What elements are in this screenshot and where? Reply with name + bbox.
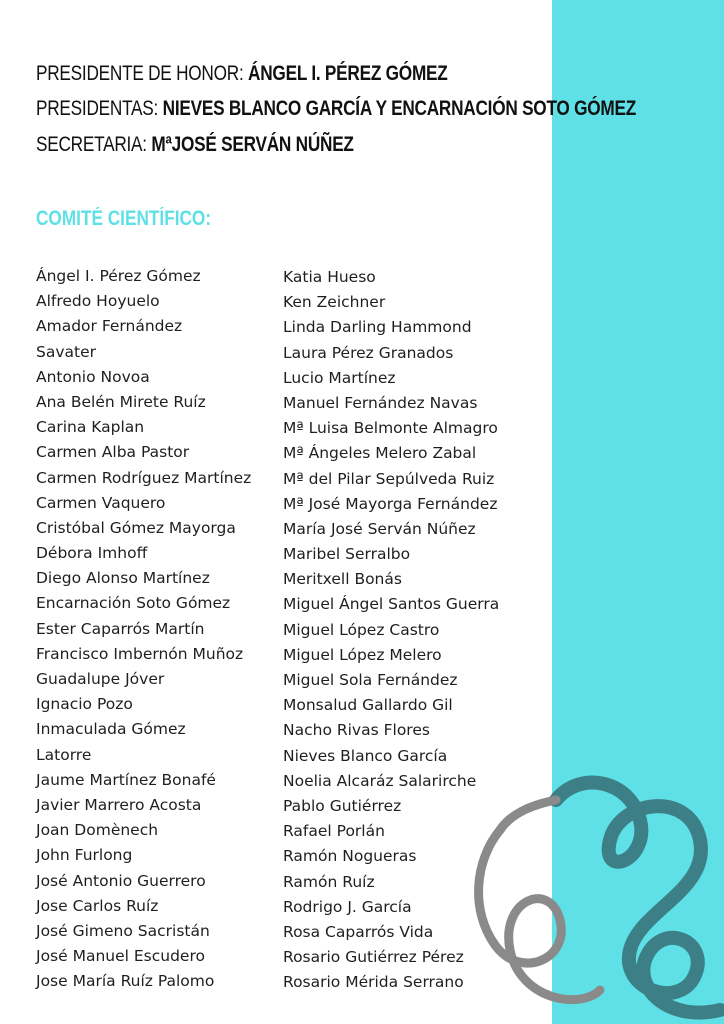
- honorary-president-name: ÁNGEL I. PÉREZ GÓMEZ: [248, 62, 448, 85]
- committee-member: Manuel Fernández Navas: [283, 393, 478, 412]
- committee-member: Ramón Nogueras: [283, 847, 417, 866]
- committee-member: Latorre: [36, 745, 92, 764]
- committee-member: Carina Kaplan: [36, 418, 145, 437]
- committee-member: Carmen Alba Pastor: [36, 443, 190, 462]
- committee-member: Encarnación Soto Gómez: [36, 594, 231, 613]
- committee-member: Inmaculada Gómez: [36, 720, 186, 739]
- committee-member: Nacho Rivas Flores: [283, 721, 430, 740]
- committee-member: José Manuel Escudero: [36, 947, 205, 966]
- committee-member: Rosario Gutiérrez Pérez: [283, 948, 464, 967]
- committee-member: Diego Alonso Martínez: [36, 569, 210, 588]
- secretary-line: [36, 133, 354, 157]
- committee-member: Cristóbal Gómez Mayorga: [36, 518, 236, 537]
- committee-member: Pablo Gutiérrez: [283, 796, 402, 815]
- committee-member: Miguel Ángel Santos Guerra: [283, 595, 500, 614]
- committee-member: Carmen Vaquero: [36, 493, 166, 512]
- committee-member: Amador Fernández: [36, 317, 183, 336]
- committee-member: Rosario Mérida Serrano: [283, 973, 464, 992]
- presidents-names: NIEVES BLANCO GARCÍA Y ENCARNACIÓN SOTO GÓMEZ: [162, 97, 637, 120]
- committee-member: Mª del Pilar Sepúlveda Ruiz: [283, 469, 495, 488]
- committee-member: Mª Ángeles Melero Zabal: [283, 444, 477, 463]
- committee-member: Ramón Ruíz: [283, 872, 375, 891]
- committee-member: Joan Domènech: [36, 821, 159, 840]
- committee-member: Débora Imhoff: [36, 544, 148, 563]
- committee-member: Jose María Ruíz Palomo: [36, 972, 215, 991]
- committee-member: Jaume Martínez Bonafé: [36, 770, 216, 789]
- committee-member: Jose Carlos Ruíz: [36, 896, 159, 915]
- honorary-president-line: [36, 62, 448, 86]
- secretary-name: MªJOSÉ SERVÁN NÚÑEZ: [151, 133, 354, 156]
- committee-member: Miguel López Castro: [283, 620, 440, 639]
- committee-member: Mª José Mayorga Fernández: [283, 494, 498, 513]
- committee-member: Meritxell Bonás: [283, 570, 402, 589]
- committee-member: John Furlong: [36, 846, 133, 865]
- committee-member: Alfredo Hoyuelo: [36, 292, 160, 311]
- committee-member: María José Serván Núñez: [283, 519, 476, 538]
- committee-member: Rafael Porlán: [283, 822, 385, 841]
- committee-member: Katia Hueso: [283, 268, 376, 286]
- committee-member: Ángel I. Pérez Gómez: [36, 267, 201, 285]
- committee-list-left: [36, 264, 251, 994]
- committee-member: José Gimeno Sacristán: [36, 921, 210, 940]
- committee-member: Javier Marrero Acosta: [36, 795, 202, 814]
- presidents-line: [36, 97, 636, 121]
- committee-member: Lucio Martínez: [283, 368, 396, 387]
- scientific-committee-title: COMITÉ CIENTÍFICO:: [36, 207, 212, 230]
- committee-member: José Antonio Guerrero: [36, 871, 206, 890]
- committee-member: Carmen Rodríguez Martínez: [36, 468, 252, 487]
- secretary-label: SECRETARIA:: [36, 133, 147, 156]
- decorative-squiggle: [470, 760, 724, 1024]
- committee-member: Antonio Novoa: [36, 367, 150, 386]
- committee-member: Maribel Serralbo: [283, 545, 411, 564]
- committee-member: Noelia Alcaráz Salarirche: [283, 771, 477, 790]
- committee-member: Laura Pérez Granados: [283, 343, 454, 362]
- committee-member: Rodrigo J. García: [283, 897, 412, 916]
- committee-member: Monsalud Gallardo Gil: [283, 696, 453, 715]
- committee-member: Guadalupe Jóver: [36, 670, 165, 688]
- honorary-president-label: PRESIDENTE DE HONOR:: [36, 62, 244, 85]
- committee-member: Linda Darling Hammond: [283, 318, 472, 337]
- committee-member: Miguel Sola Fernández: [283, 671, 458, 689]
- committee-member: Francisco Imbernón Muñoz: [36, 644, 244, 663]
- committee-member: Ester Caparrós Martín: [36, 619, 205, 638]
- committee-member: Ana Belén Mirete Ruíz: [36, 392, 206, 411]
- committee-member: Mª Luisa Belmonte Almagro: [283, 419, 498, 438]
- presidents-label: PRESIDENTAS:: [36, 97, 159, 120]
- committee-member: Ken Zeichner: [283, 293, 386, 312]
- committee-list-right: [283, 265, 499, 995]
- committee-member: Savater: [36, 342, 96, 361]
- committee-member: Rosa Caparrós Vida: [283, 922, 434, 941]
- committee-member: Miguel López Melero: [283, 645, 442, 664]
- committee-member: Ignacio Pozo: [36, 695, 133, 714]
- committee-member: Nieves Blanco García: [283, 746, 448, 765]
